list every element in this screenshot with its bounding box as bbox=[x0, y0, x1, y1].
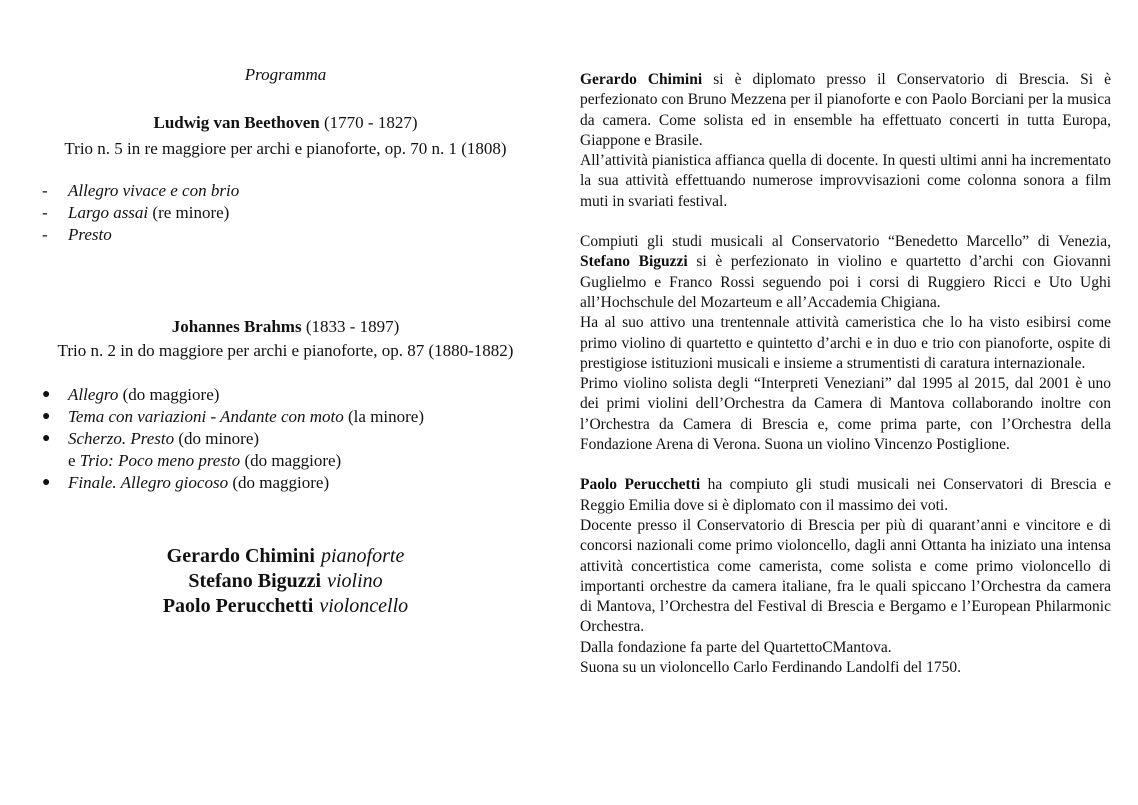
movement-item: - Largo assai (re minore) bbox=[42, 203, 230, 222]
bio-chimini: Gerardo Chimini si è diplomato presso il Conservatorio di Brescia. Si è perfezionato con Bruno Mezzena per il pianoforte e con Paolo Borciani per la musica da camera. Come solista ed in ensemble ha effettuato concerti in tutta Europa, Giappone e Brasile. All’attività pianistica affianca quella di docente. In questi ultimi anni ha incrementato la sua attività effettuando numerose improvvisazioni come colonna sonora a film muti in svariati festival. bbox=[580, 71, 1111, 210]
movement-item: - Allegro vivace e con brio bbox=[42, 181, 240, 200]
performer: Stefano Biguzzi violino bbox=[188, 570, 383, 592]
work-beethoven bbox=[28, 112, 543, 246]
program-title: Programma bbox=[244, 65, 327, 84]
performers-list bbox=[28, 544, 543, 619]
composer-dates: (1770 - 1827) bbox=[324, 113, 418, 132]
movement-item: - Presto bbox=[42, 225, 112, 244]
movement-item: ● Tema con variazioni - Andante con moto (la minore) bbox=[42, 407, 425, 426]
bios-column bbox=[580, 70, 1111, 698]
performer: Paolo Perucchetti violoncello bbox=[162, 595, 409, 617]
bio-name: Stefano Biguzzi bbox=[580, 253, 688, 271]
bio-name: Gerardo Chimini bbox=[580, 71, 703, 88]
work-title: Trio n. 2 in do maggiore per archi e pianoforte, op. 87 (1880-1882) bbox=[57, 341, 514, 360]
movement-list bbox=[28, 180, 543, 246]
work-brahms bbox=[28, 316, 543, 494]
work-title: Trio n. 5 in re maggiore per archi e pianoforte, op. 70 n. 1 (1808) bbox=[64, 139, 507, 158]
performer: Gerardo Chimini pianoforte bbox=[166, 545, 405, 567]
composer-name: Johannes Brahms bbox=[171, 317, 302, 336]
movement-item: ● Finale. Allegro giocoso (do maggiore) bbox=[42, 473, 330, 492]
program-column bbox=[28, 64, 543, 619]
movement-item: ● Scherzo. Presto (do minore) e Trio: Poco meno presto (do maggiore) bbox=[42, 429, 342, 470]
bio-biguzzi: Compiuti gli studi musicali al Conservatorio “Benedetto Marcello” di Venezia, Stefano Biguzzi si è perfezionato in violino e quartetto d’archi con Giovanni Guglielmo e Franco Rossi seguendo poi i corsi di Ruggiero Ricci e Uto Ughi all’Hochschule del Mozarteum e all’Accademia Chigiana. Ha al suo attivo una trentennale attività cameristica che lo ha visto esibirsi come primo violino di quartetto e quintetto d’archi e in duo e trio con pianoforte, ospite di prestigiose istituzioni musicali e insieme a strumentisti di caratura internazionale. Primo violino solista degli “Interpreti Veneziani” dal 1995 al 2015, dal 2001 è uno dei primi violini dell’Orchestra da Camera di Mantova collaborando inoltre con l’Orchestra da Camera di Brescia e, come prima parte, con l’Orchestra della Fondazione Arena di Verona. Suona un violino Vincenzo Postiglione. bbox=[580, 233, 1111, 454]
bio-name: Paolo Perucchetti bbox=[580, 476, 701, 494]
composer-name: Ludwig van Beethoven bbox=[153, 113, 320, 132]
movement-list bbox=[28, 384, 543, 494]
movement-item: ● Allegro (do maggiore) bbox=[42, 385, 220, 404]
composer-dates: (1833 - 1897) bbox=[305, 317, 400, 336]
bio-perucchetti: Paolo Perucchetti ha compiuto gli studi musicali nei Conservatori di Brescia e Reggio Emilia dove si è diplomato con il massimo dei voti. Docente presso il Conservatorio di Brescia per più di quarant’anni e vincitore e di concorsi nazionali come primo violoncello, dagli anni Ottanta ha iniziato una intensa attività concertistica come camerista, come solista e come primo violoncello di importanti orchestre da camera italiane, fra le quali spiccano l’Orchestra da camera di Mantova, l’Orchestra del Festival di Brescia e Bergamo e l’European Philarmonic Orchestra. Dalla fondazione fa parte del QuartettoCMantova. Suona su un violoncello Carlo Ferdinando Landolfi del 1750. bbox=[580, 476, 1111, 677]
